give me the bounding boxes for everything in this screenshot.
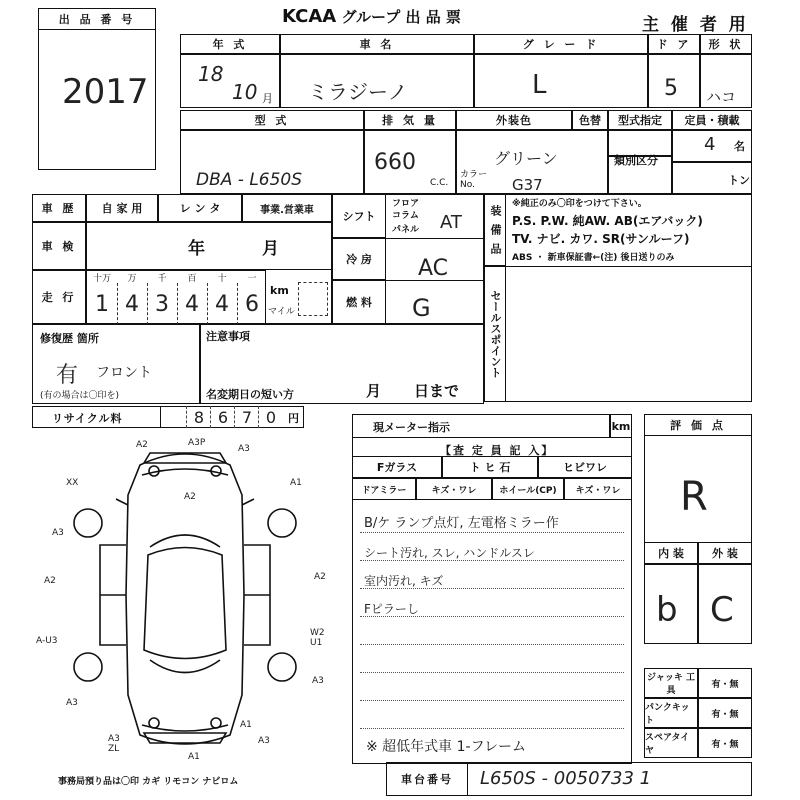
recycle-digit: 8 [186,406,211,428]
shift-column[interactable]: コラム [392,211,419,221]
recycle-label: リサイクル料 [52,412,123,425]
history-business[interactable]: 事業.営業車 [242,194,332,222]
mirror-label: ドアミラー [352,478,416,500]
mileage-digit: 1 [95,291,109,317]
interior-label: 内 装 [644,542,698,564]
inspection-note: 室内汚れ, キズ [364,574,444,588]
shift-value: AT [440,212,462,233]
capacity-header: 定員・積載 [672,110,752,130]
meter-km: km [610,414,632,438]
exterior-score: C [710,590,734,630]
wheel-label: ホイール(CP) [492,478,564,500]
km-label: km [270,284,289,297]
color-header: 外装色 [456,110,572,130]
damage-mark: A1 [240,720,252,730]
damage-mark: A3 [52,528,64,538]
lot-number: 2017 [62,72,149,112]
damage-mark: A3 [258,736,270,746]
tool-value[interactable]: 有・無 [698,728,752,758]
inspection-note: Fピラーし [364,602,419,616]
history-label: 車 歴 [32,194,86,222]
equipment-label: 装 備 品 [484,194,506,266]
mirror-options[interactable]: キズ・ワレ [416,478,492,500]
tool-label: ジャッキ 工 具 [644,668,698,698]
month-value: 10 [232,80,258,104]
fuel-label: 燃 料 [332,280,386,324]
digit-label: 万 [127,273,137,284]
history-private[interactable]: 自 家 用 [86,194,158,222]
shape-header: 形 状 [700,34,752,54]
diagram-footer: 事務局預り品は〇印 カギ リモコン ナビロム [58,777,239,787]
damage-mark: W2 U1 [310,628,325,648]
car-name: ミラジーノ [308,80,408,104]
recycle-digit: 7 [234,406,259,428]
color-no: G37 [512,176,543,194]
sales-point-label: セールスポイント [484,266,506,402]
digit-label: 千 [157,273,167,284]
inspection-label: 車 検 [32,222,86,270]
door-header: ド ア [648,34,700,54]
damage-mark: A2 [44,576,56,586]
damage-mark: A3 ZL [108,734,120,754]
score-label: 評 価 点 [644,414,752,436]
type-spec-header: 型式指定 [608,110,672,130]
rename-label: 名変期日の短い方 [206,388,294,401]
color-value: グリーン [494,149,558,168]
repair-note: (有の場合は〇印を) [40,391,120,401]
doors-value: 5 [664,76,678,101]
fuel-value: G [412,294,431,322]
displacement-header: 排 気 量 [364,110,456,130]
mile-checkbox[interactable] [298,282,328,316]
glass-crack[interactable]: ヒビワレ [538,456,632,478]
damage-mark: A3 [238,444,250,454]
wheel-options[interactable]: キズ・ワレ [564,478,632,500]
mileage-digit: 4 [125,291,139,317]
grade-value: L [532,70,547,100]
ac-label: 冷 房 [332,238,386,280]
cc-label: C.C. [430,178,449,188]
repair-label: 修復歴 箇所 [40,332,99,345]
lot-number-label: 出 品 番 号 [38,8,156,30]
displacement-value: 660 [374,150,416,175]
car-name-header: 車 名 [280,34,474,54]
equipment-line3: ABS ・ 新車保証書←(注) 後日送りのみ [512,253,675,263]
damage-mark: XX [66,478,79,488]
repair-location: フロント [96,365,152,381]
mile-label: マイル [268,307,295,317]
tool-label: スペアタイヤ [644,728,698,758]
shift-panel[interactable]: パネル [392,225,420,235]
score-value: R [680,474,708,520]
mileage-digits [86,270,266,324]
exterior-label: 外 装 [698,542,752,564]
capacity-value: 4 [704,134,716,155]
shift-floor[interactable]: フロア [392,199,420,209]
recycle-digit: 6 [210,406,235,428]
model-header: 型 式 [180,110,364,130]
tool-label: パンクキット [644,698,698,728]
inspection-note: B/ケ ランプ点灯, 左電格ミラー作 [364,516,559,531]
digit-label: 百 [187,273,197,284]
year-header: 年 式 [180,34,280,54]
mileage-label: 走 行 [32,270,86,324]
tool-value[interactable]: 有・無 [698,668,752,698]
footnote: ※ 超低年式車 1-フレーム [366,739,527,755]
chassis-label: 車台番号 [386,762,468,796]
ac-value: AC [418,256,449,281]
tool-value[interactable]: 有・無 [698,698,752,728]
form-title [282,6,461,27]
equipment-line2: TV. ナビ. カワ. SR(サンルーフ) [512,232,690,246]
repair-value: 有 [56,363,79,388]
shape-value: ハコ [706,88,737,106]
damage-mark: A2 [136,440,148,450]
damage-mark: A3P [188,438,206,448]
damage-mark: A1 [188,752,200,762]
mileage-digit: 4 [185,291,199,317]
glass-options[interactable]: ト ヒ 石 [442,456,538,478]
damage-mark: A-U3 [36,636,58,646]
digit-label: 十 [217,273,227,284]
digit-label: 十万 [92,273,111,284]
caution-label: 注意事項 [206,330,250,343]
recycle-digit [162,406,186,428]
damage-mark: A1 [290,478,302,488]
meter-label: 現メーター指示 [352,414,610,438]
class-label: 類別区分 [614,154,658,167]
mileage-digit: 4 [215,291,229,317]
inspector-label: 【査 定 員 記 入】 [440,444,555,457]
history-rental[interactable]: レ ン タ [158,194,242,222]
inspection-month: 月 [262,239,279,259]
yen-label: 円 [288,412,299,425]
mileage-digit: 6 [245,291,259,317]
capacity-unit: 名 [734,140,745,153]
chassis-value: L650S - 0050733 1 [480,768,652,789]
glass-label: Fガラス [352,456,442,478]
shift-label: シフト [332,194,386,238]
rename-month: 月 [366,382,382,400]
model-code: DBA - L650S [196,170,303,190]
digit-label: 一 [247,273,257,284]
equipment-note: ※純正のみ〇印をつけて下さい。 [512,199,647,209]
damage-mark: A3 [66,698,78,708]
equipment-line1: P.S. P.W. 純AW. AB(エアバック) [512,214,703,228]
mileage-digit: 3 [155,291,169,317]
color-no-label: カラー No. [460,170,488,190]
year-value: 18 [198,62,224,86]
interior-score: b [656,590,678,630]
color-change-header: 色替 [572,110,608,130]
form-title-text: グループ 出 品 票 [341,8,461,26]
damage-mark: A2 [184,492,196,502]
damage-mark: A2 [314,572,326,582]
inspection-year: 年 [188,239,205,259]
brand-logo: KCAA [282,6,337,27]
recycle-digit: 0 [258,406,283,428]
damage-mark: A3 [312,676,324,686]
month-suffix: 月 [262,92,273,105]
grade-header: グ レ ー ド [474,34,648,54]
organizer-label: 主 催 者 用 [642,15,749,35]
inspection-note: シート汚れ, スレ, ハンドルスレ [364,546,535,560]
rename-day: 日まで [414,382,460,400]
ton-unit: トン [728,174,750,187]
